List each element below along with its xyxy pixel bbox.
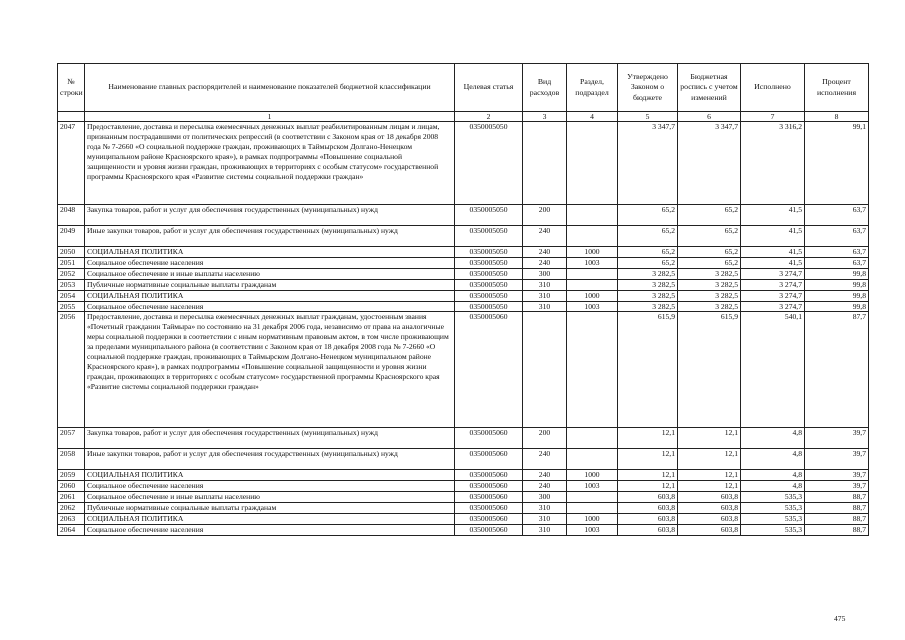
approved-amount: 12,1 — [618, 428, 678, 449]
row-number: 2048 — [58, 205, 85, 226]
budget-execution-table — [57, 63, 869, 536]
approved-amount: 12,1 — [618, 449, 678, 470]
target-article: 0350005050 — [455, 226, 523, 247]
section-code — [567, 122, 618, 205]
executed-amount: 535,3 — [741, 514, 805, 525]
section-code — [567, 312, 618, 428]
executed-amount: 535,3 — [741, 524, 805, 535]
table-row — [58, 492, 869, 503]
header-budget-schedule: Бюджетная роспись с учетом изменений — [678, 64, 741, 112]
row-name: СОЦИАЛЬНАЯ ПОЛИТИКА — [85, 290, 455, 301]
execution-percent: 88,7 — [805, 514, 869, 525]
table-row — [58, 449, 869, 470]
row-number: 2059 — [58, 470, 85, 481]
budget-amount: 65,2 — [678, 247, 741, 258]
execution-percent: 99,8 — [805, 301, 869, 312]
execution-percent: 88,7 — [805, 524, 869, 535]
approved-amount: 603,8 — [618, 503, 678, 514]
row-name: Иные закупки товаров, работ и услуг для обеспечения государственных (муниципальных) нужд — [85, 226, 455, 247]
approved-amount: 3 282,5 — [618, 268, 678, 279]
column-number — [58, 112, 85, 122]
executed-amount: 4,8 — [741, 449, 805, 470]
approved-amount: 603,8 — [618, 514, 678, 525]
expense-type: 310 — [523, 503, 567, 514]
target-article: 0350005060 — [455, 312, 523, 428]
row-number: 2062 — [58, 503, 85, 514]
row-name: Социальное обеспечение населения — [85, 524, 455, 535]
row-name: СОЦИАЛЬНАЯ ПОЛИТИКА — [85, 470, 455, 481]
section-code — [567, 492, 618, 503]
execution-percent: 63,7 — [805, 257, 869, 268]
executed-amount: 3 274,7 — [741, 279, 805, 290]
table-row — [58, 428, 869, 449]
executed-amount: 4,8 — [741, 481, 805, 492]
target-article: 0350005050 — [455, 301, 523, 312]
row-name: Социальное обеспечение населения — [85, 481, 455, 492]
budget-amount: 65,2 — [678, 205, 741, 226]
approved-amount: 3 282,5 — [618, 290, 678, 301]
approved-amount: 3 347,7 — [618, 122, 678, 205]
table-row — [58, 301, 869, 312]
section-code: 1003 — [567, 301, 618, 312]
table-row — [58, 524, 869, 535]
target-article: 0350005050 — [455, 257, 523, 268]
executed-amount: 4,8 — [741, 428, 805, 449]
header-name: Наименование главных распорядителей и наименование показателей бюджетной классификации — [85, 64, 455, 112]
row-number: 2053 — [58, 279, 85, 290]
execution-percent: 39,7 — [805, 428, 869, 449]
approved-amount: 603,8 — [618, 492, 678, 503]
header-percent: Процент исполнения — [805, 64, 869, 112]
header-section: Раздел, подраздел — [567, 64, 618, 112]
header-row — [58, 64, 869, 112]
table-row — [58, 290, 869, 301]
target-article: 0350005050 — [455, 122, 523, 205]
row-name: Публичные нормативные социальные выплаты гражданам — [85, 279, 455, 290]
expense-type: 240 — [523, 247, 567, 258]
target-article: 0350005060 — [455, 524, 523, 535]
section-code: 1000 — [567, 290, 618, 301]
expense-type: 310 — [523, 514, 567, 525]
column-number: 2 — [455, 112, 523, 122]
executed-amount: 41,5 — [741, 247, 805, 258]
row-number: 2056 — [58, 312, 85, 428]
expense-type: 240 — [523, 257, 567, 268]
target-article: 0350005060 — [455, 449, 523, 470]
section-code — [567, 205, 618, 226]
execution-percent: 99,8 — [805, 290, 869, 301]
row-number: 2052 — [58, 268, 85, 279]
expense-type: 310 — [523, 279, 567, 290]
execution-percent: 99,8 — [805, 268, 869, 279]
column-number: 4 — [567, 112, 618, 122]
expense-type: 240 — [523, 226, 567, 247]
header-executed: Исполнено — [741, 64, 805, 112]
table-row — [58, 122, 869, 205]
table-row — [58, 514, 869, 525]
column-number: 3 — [523, 112, 567, 122]
expense-type: 310 — [523, 290, 567, 301]
table-row — [58, 257, 869, 268]
row-number: 2060 — [58, 481, 85, 492]
budget-amount: 12,1 — [678, 481, 741, 492]
approved-amount: 65,2 — [618, 205, 678, 226]
table-row — [58, 481, 869, 492]
expense-type: 300 — [523, 492, 567, 503]
column-number: 6 — [678, 112, 741, 122]
approved-amount: 65,2 — [618, 257, 678, 268]
target-article: 0350005050 — [455, 290, 523, 301]
execution-percent: 63,7 — [805, 205, 869, 226]
target-article: 0350005060 — [455, 470, 523, 481]
budget-amount: 603,8 — [678, 524, 741, 535]
expense-type: 300 — [523, 268, 567, 279]
column-number: 7 — [741, 112, 805, 122]
executed-amount: 41,5 — [741, 257, 805, 268]
table-row — [58, 279, 869, 290]
row-name: Социальное обеспечение населения — [85, 301, 455, 312]
budget-amount: 65,2 — [678, 226, 741, 247]
section-code — [567, 428, 618, 449]
approved-amount: 12,1 — [618, 470, 678, 481]
execution-percent: 88,7 — [805, 492, 869, 503]
expense-type: 240 — [523, 470, 567, 481]
row-name: Иные закупки товаров, работ и услуг для обеспечения государственных (муниципальных) нужд — [85, 449, 455, 470]
row-number: 2055 — [58, 301, 85, 312]
row-number: 2063 — [58, 514, 85, 525]
page-number: 475 — [834, 614, 846, 623]
budget-amount: 3 282,5 — [678, 268, 741, 279]
row-number: 2061 — [58, 492, 85, 503]
approved-amount: 603,8 — [618, 524, 678, 535]
executed-amount: 3 274,7 — [741, 268, 805, 279]
row-number: 2058 — [58, 449, 85, 470]
table-row — [58, 470, 869, 481]
section-code: 1003 — [567, 524, 618, 535]
budget-amount: 12,1 — [678, 449, 741, 470]
budget-amount: 603,8 — [678, 503, 741, 514]
expense-type: 200 — [523, 205, 567, 226]
section-code: 1000 — [567, 247, 618, 258]
execution-percent: 63,7 — [805, 247, 869, 258]
expense-type: 310 — [523, 301, 567, 312]
budget-amount: 3 282,5 — [678, 290, 741, 301]
target-article: 0350005050 — [455, 279, 523, 290]
table-row — [58, 268, 869, 279]
section-code: 1003 — [567, 481, 618, 492]
table-row — [58, 205, 869, 226]
approved-amount: 12,1 — [618, 481, 678, 492]
row-name: Социальное обеспечение и иные выплаты населению — [85, 268, 455, 279]
executed-amount: 4,8 — [741, 470, 805, 481]
section-code: 1003 — [567, 257, 618, 268]
executed-amount: 3 274,7 — [741, 290, 805, 301]
table-row — [58, 247, 869, 258]
section-code: 1000 — [567, 514, 618, 525]
header-expense-type: Вид расходов — [523, 64, 567, 112]
execution-percent: 39,7 — [805, 481, 869, 492]
target-article: 0350005050 — [455, 268, 523, 279]
row-name: Социальное обеспечение и иные выплаты населению — [85, 492, 455, 503]
header-target-article: Целевая статья — [455, 64, 523, 112]
table-row — [58, 503, 869, 514]
row-name: Закупка товаров, работ и услуг для обеспечения государственных (муниципальных) нужд — [85, 428, 455, 449]
header-row-number: № строки — [58, 64, 85, 112]
table-body — [58, 122, 869, 536]
executed-amount: 540,1 — [741, 312, 805, 428]
row-name: Социальное обеспечение населения — [85, 257, 455, 268]
execution-percent: 99,1 — [805, 122, 869, 205]
approved-amount: 3 282,5 — [618, 301, 678, 312]
row-number: 2054 — [58, 290, 85, 301]
executed-amount: 3 316,2 — [741, 122, 805, 205]
budget-amount: 603,8 — [678, 514, 741, 525]
executed-amount: 41,5 — [741, 205, 805, 226]
budget-amount: 615,9 — [678, 312, 741, 428]
execution-percent: 39,7 — [805, 449, 869, 470]
row-number: 2057 — [58, 428, 85, 449]
execution-percent: 99,8 — [805, 279, 869, 290]
execution-percent: 39,7 — [805, 470, 869, 481]
column-number: 8 — [805, 112, 869, 122]
executed-amount: 535,3 — [741, 503, 805, 514]
expense-type: 310 — [523, 524, 567, 535]
expense-type — [523, 122, 567, 205]
budget-amount: 65,2 — [678, 257, 741, 268]
column-number: 1 — [85, 112, 455, 122]
approved-amount: 3 282,5 — [618, 279, 678, 290]
budget-amount: 3 347,7 — [678, 122, 741, 205]
table-row — [58, 226, 869, 247]
target-article: 0350005060 — [455, 514, 523, 525]
section-code — [567, 279, 618, 290]
section-code — [567, 226, 618, 247]
budget-amount: 12,1 — [678, 428, 741, 449]
target-article: 0350005060 — [455, 503, 523, 514]
row-name: СОЦИАЛЬНАЯ ПОЛИТИКА — [85, 247, 455, 258]
row-number: 2049 — [58, 226, 85, 247]
section-code — [567, 268, 618, 279]
executed-amount: 535,3 — [741, 492, 805, 503]
expense-type: 240 — [523, 449, 567, 470]
target-article: 0350005060 — [455, 428, 523, 449]
executed-amount: 41,5 — [741, 226, 805, 247]
expense-type: 240 — [523, 481, 567, 492]
section-code — [567, 503, 618, 514]
execution-percent: 87,7 — [805, 312, 869, 428]
row-name: СОЦИАЛЬНАЯ ПОЛИТИКА — [85, 514, 455, 525]
row-name: Предоставление, доставка и пересылка ежемесячных денежных выплат реабилитированным лицам и лицам, признанным пострадавшими от политических репрессий (в соответствии с Законом края от 18 декабря 2008 года № 7-2660 «О социальной поддержке граждан, проживающих в Таймырском Долгано-Ненецком муниципальном районе Красноярского края»), в рамках подпрограммы «Повышение социальной защищенности и уровня жизни граждан, проживающих в территориях с особым статусом» государственной программы Красноярского края «Развитие системы социальной поддержки граждан» — [85, 122, 455, 205]
budget-amount: 3 282,5 — [678, 279, 741, 290]
column-number: 5 — [618, 112, 678, 122]
approved-amount: 615,9 — [618, 312, 678, 428]
row-number: 2064 — [58, 524, 85, 535]
row-number: 2047 — [58, 122, 85, 205]
execution-percent: 63,7 — [805, 226, 869, 247]
row-name: Публичные нормативные социальные выплаты гражданам — [85, 503, 455, 514]
header-approved: Утверждено Законом о бюджете — [618, 64, 678, 112]
budget-amount: 3 282,5 — [678, 301, 741, 312]
target-article: 0350005050 — [455, 205, 523, 226]
execution-percent: 88,7 — [805, 503, 869, 514]
budget-amount: 603,8 — [678, 492, 741, 503]
target-article: 0350005060 — [455, 481, 523, 492]
target-article: 0350005060 — [455, 492, 523, 503]
budget-amount: 12,1 — [678, 470, 741, 481]
row-name: Предоставление, доставка и пересылка ежемесячных денежных выплат гражданам, удостоенным звания «Почетный гражданин Таймыра» по состоянию на 31 декабря 2006 года, независимо от права на аналогичные меры социальной поддержки в соответствии с иным нормативным правовым актом, в том числе проживающим за пределами муниципального района (в соответствии с Законом края от 18 декабря 2008 года № 7-2660 «О социальной поддержке граждан, проживающих в Таймырском Долгано-Ненецком муниципальном районе Красноярского края»), в рамках подпрограммы «Повышение социальной защищенности и уровня жизни граждан, проживающих в территориях с особым статусом» государственной программы Красноярского края «Развитие системы социальной поддержки граждан» — [85, 312, 455, 428]
row-name: Закупка товаров, работ и услуг для обеспечения государственных (муниципальных) нужд — [85, 205, 455, 226]
approved-amount: 65,2 — [618, 247, 678, 258]
column-number-row — [58, 112, 869, 122]
row-number: 2050 — [58, 247, 85, 258]
expense-type — [523, 312, 567, 428]
executed-amount: 3 274,7 — [741, 301, 805, 312]
expense-type: 200 — [523, 428, 567, 449]
target-article: 0350005050 — [455, 247, 523, 258]
table-row — [58, 312, 869, 428]
approved-amount: 65,2 — [618, 226, 678, 247]
row-number: 2051 — [58, 257, 85, 268]
section-code: 1000 — [567, 470, 618, 481]
section-code — [567, 449, 618, 470]
